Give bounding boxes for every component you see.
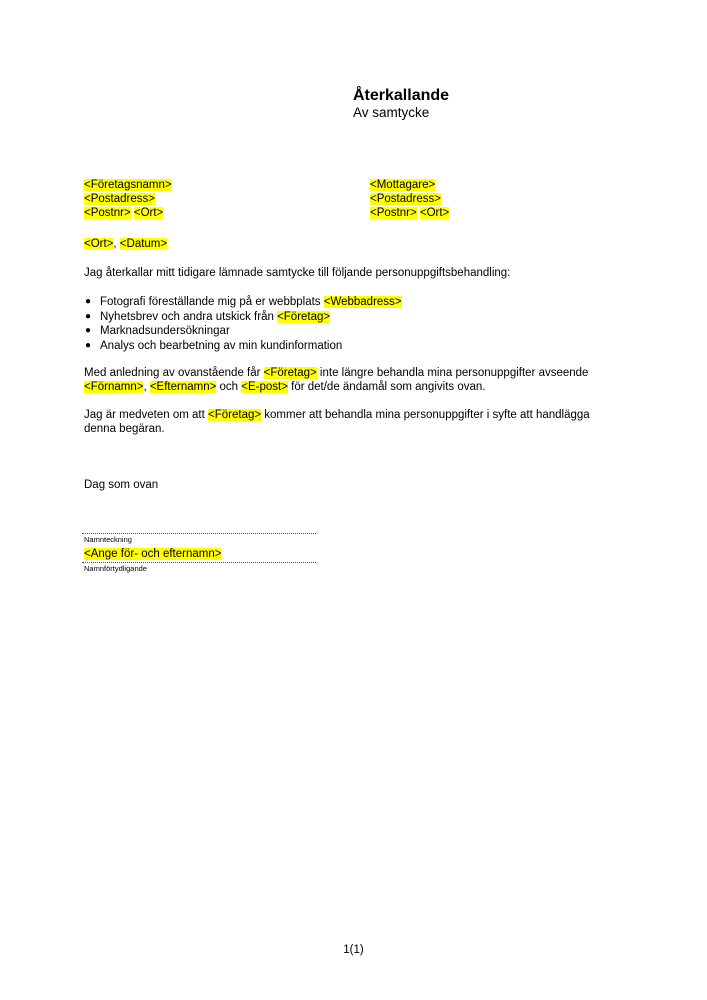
epost-field: <E-post> bbox=[241, 381, 288, 393]
date-datum: <Datum> bbox=[119, 238, 168, 250]
title-block bbox=[353, 86, 449, 121]
fornamn-field: <Förnamn> bbox=[84, 381, 144, 393]
signature-label: Namnteckning bbox=[84, 535, 132, 544]
date-line bbox=[84, 237, 167, 251]
para3-text-2: kommer att behandla mina personuppgifter i syfte att handlägga bbox=[261, 409, 590, 421]
bullet-icon: ● bbox=[85, 296, 92, 307]
document-title: Återkallande bbox=[353, 87, 450, 104]
sender-postnr: <Postnr> bbox=[84, 207, 131, 219]
document-subtitle: Av samtycke bbox=[353, 105, 430, 120]
recipient-name: <Mottagare> bbox=[370, 179, 436, 191]
closing-text: Dag som ovan bbox=[84, 479, 159, 491]
list-item bbox=[84, 339, 402, 354]
foretag-field: <Företag> bbox=[277, 310, 331, 323]
signature-name-field-row bbox=[84, 547, 221, 561]
date-separator: , bbox=[113, 238, 120, 250]
para3-text-1: Jag är medveten om att bbox=[84, 409, 209, 421]
foretag-field: <Företag> bbox=[208, 409, 262, 421]
page-number: 1(1) bbox=[343, 944, 364, 956]
para2-text-1: Med anledning av ovanstående får bbox=[84, 367, 264, 379]
sender-ort: <Ort> bbox=[133, 207, 164, 219]
list-item bbox=[84, 324, 402, 339]
list-item-text: Nyhetsbrev och andra utskick från bbox=[100, 310, 278, 323]
date-ort: <Ort> bbox=[84, 238, 114, 250]
list-item bbox=[84, 310, 402, 325]
para2-text-3: , bbox=[143, 381, 150, 393]
para2-text-4: och bbox=[216, 381, 242, 393]
sender-company: <Företagsnamn> bbox=[84, 179, 172, 191]
sender-address bbox=[84, 178, 172, 220]
paragraph-awareness bbox=[84, 408, 614, 436]
efternamn-field: <Efternamn> bbox=[149, 381, 217, 393]
intro-paragraph: Jag återkallar mitt tidigare lämnade samtycke till följande personuppgiftsbehandling: bbox=[84, 267, 511, 279]
foretag-field: <Företag> bbox=[263, 367, 317, 379]
list-item-text: Analys och bearbetning av min kundinformation bbox=[100, 339, 343, 352]
para2-text-5: för det/de ändamål som angivits ovan. bbox=[287, 381, 486, 393]
name-clarification-line bbox=[82, 562, 316, 563]
para3-text-3: denna begäran. bbox=[84, 423, 165, 435]
para2-text-2: inte längre behandla mina personuppgifter avseende bbox=[316, 367, 589, 379]
list-item-text: Marknadsundersökningar bbox=[100, 325, 230, 337]
bullet-icon: ● bbox=[85, 310, 92, 322]
bullet-icon: ● bbox=[85, 339, 92, 351]
recipient-postal-address: <Postadress> bbox=[370, 193, 441, 205]
list-item-text: Fotografi föreställande mig på er webbplats bbox=[100, 296, 324, 308]
sender-postal-address: <Postadress> bbox=[84, 193, 155, 205]
recipient-postnr: <Postnr> bbox=[370, 207, 417, 219]
webbadress-field: <Webbadress> bbox=[323, 296, 402, 308]
bullet-icon: ● bbox=[85, 325, 92, 336]
name-clarification-label: Namnförtydligande bbox=[84, 564, 147, 573]
signature-line bbox=[82, 533, 316, 534]
name-field: <Ange för- och efternamn> bbox=[84, 548, 222, 560]
recipient-ort: <Ort> bbox=[419, 207, 450, 219]
list-item bbox=[84, 295, 402, 310]
recipient-address bbox=[370, 178, 449, 220]
paragraph-consequence bbox=[84, 366, 614, 394]
consent-list bbox=[84, 295, 402, 353]
